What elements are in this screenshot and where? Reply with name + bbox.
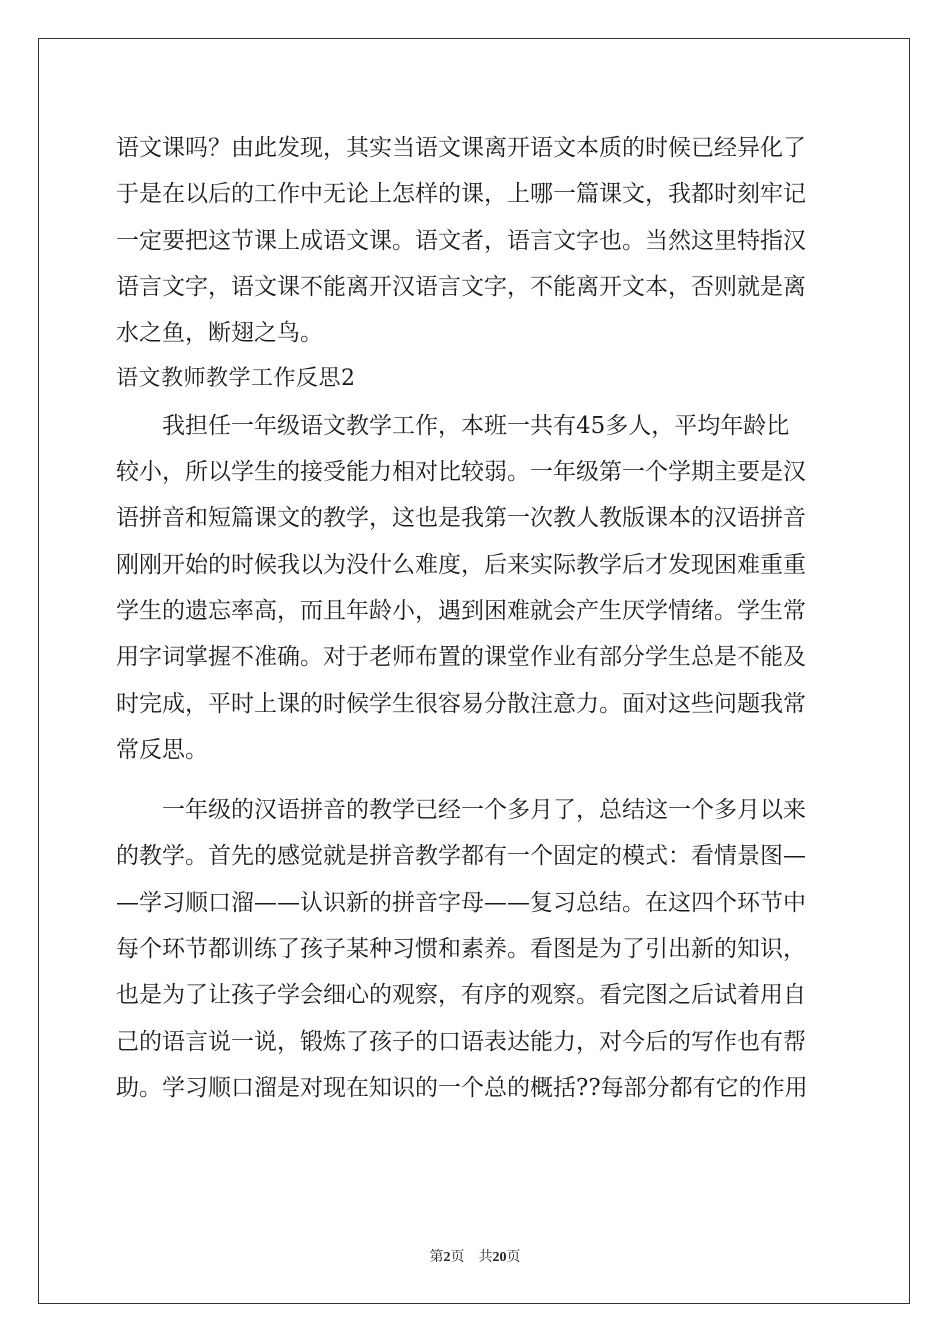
paragraph-1 — [116, 125, 834, 356]
text-line: 学生的遗忘率高，而且年龄小，遇到困难就会产生厌学情绪。学生常 — [116, 597, 806, 624]
page-label-suffix: 页 — [506, 1249, 521, 1265]
text-line: 我担任一年级语文教学工作，本班一共有45多人，平均年龄比 — [162, 412, 790, 439]
current-page-number: 2 — [443, 1250, 451, 1265]
paragraph-2 — [116, 403, 834, 773]
text-line: 也是为了让孩子学会细心的观察，有序的观察。看完图之后试着用自 — [116, 982, 806, 1009]
text-line: 语言文字，语文课不能离开汉语言文字，不能离开文本，否则就是离 — [116, 273, 806, 300]
section-heading: 语文教师教学工作反思2 — [116, 366, 356, 392]
text-line: —学习顺口溜——认识新的拼音字母——复习总结。在这四个环节中 — [116, 889, 806, 916]
text-line: 一定要把这节课上成语文课。语文者，语言文字也。当然这里特指汉 — [116, 227, 806, 254]
text-line: 的教学。首先的感觉就是拼音教学都有一个固定的模式：看情景图— — [116, 843, 806, 870]
text-line: 刚刚开始的时候我以为没什么难度，后来实际教学后才发现困难重重 — [116, 551, 806, 578]
text-line: 己的语言说一说，锻炼了孩子的口语表达能力，对今后的写作也有帮 — [116, 1028, 806, 1055]
page-label-prefix: 第 — [429, 1249, 444, 1265]
text-line: 用字词掌握不准确。对于老师布置的课堂作业有部分学生总是不能及 — [116, 644, 806, 671]
text-line: 于是在以后的工作中无论上怎样的课，上哪一篇课文，我都时刻牢记 — [116, 181, 806, 208]
text-line: 语文课吗？由此发现，其实当语文课离开语文本质的时候已经异化了 — [116, 135, 806, 161]
paragraph-3 — [116, 787, 834, 1111]
text-line: 水之鱼，断翅之鸟。 — [116, 320, 323, 347]
document-body — [116, 125, 834, 1111]
text-line: 一年级的汉语拼音的教学已经一个多月了，总结这一个多月以来 — [162, 797, 806, 824]
text-line: 常反思。 — [116, 736, 208, 763]
text-line: 语拼音和短篇课文的教学，这也是我第一次教人教版课本的汉语拼音 — [116, 505, 806, 532]
paragraph-gap — [116, 773, 834, 787]
text-line: 时完成，平时上课的时候学生很容易分散注意力。面对这些问题我常 — [116, 690, 806, 717]
text-line: 助。学习顺口溜是对现在知识的一个总的概括??每部分都有它的作用 — [116, 1074, 808, 1101]
page-footer — [0, 1246, 950, 1266]
page-label-mid: 页 共 — [450, 1249, 493, 1265]
text-line: 较小，所以学生的接受能力相对比较弱。一年级第一个学期主要是汉 — [116, 459, 806, 486]
total-page-count: 20 — [492, 1250, 507, 1265]
text-line: 每个环节都训练了孩子某种习惯和素养。看图是为了引出新的知识， — [116, 936, 806, 963]
